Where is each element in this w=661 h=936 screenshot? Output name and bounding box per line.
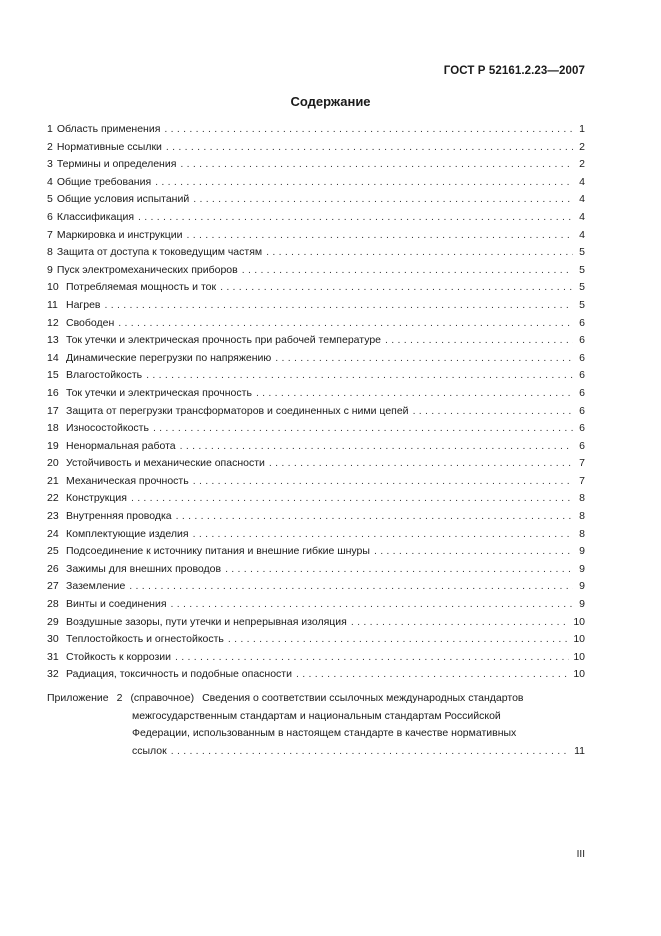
toc-entry-title: Классификация	[56, 210, 135, 223]
toc-entry-page: 5	[579, 263, 585, 276]
page-number: III	[576, 849, 585, 860]
dot-leader	[193, 526, 573, 544]
dot-leader	[228, 631, 569, 649]
toc-entry-number: 30	[47, 633, 59, 646]
toc-entry-title: Комплектующие изделия	[66, 527, 189, 540]
toc-entry-number: 25	[47, 545, 59, 558]
toc-entry-number: 7	[47, 228, 53, 241]
toc-entry-number: 21	[47, 474, 59, 487]
toc-entry-page: 2	[579, 140, 585, 153]
toc-entry-number: 26	[47, 562, 59, 575]
dot-leader	[385, 332, 573, 350]
appendix-kind: (справочное)	[130, 692, 195, 704]
toc-entry-number: 6	[47, 210, 53, 223]
dot-leader	[193, 191, 573, 209]
toc-entry-page: 10	[573, 615, 585, 628]
toc-entry[interactable]	[47, 561, 585, 579]
toc-entry-page: 2	[579, 158, 585, 171]
dot-leader	[193, 473, 573, 491]
toc-entry-title: Защита от перегрузки трансформаторов и соединенных с ними цепей	[66, 404, 409, 417]
toc-entry-title: Ток утечки и электрическая прочность	[66, 386, 252, 399]
dot-leader	[171, 596, 573, 614]
toc-entry-number: 16	[47, 386, 59, 399]
toc-entry-page: 6	[579, 439, 585, 452]
toc-entry-number: 13	[47, 334, 59, 347]
toc-entry-page: 1	[579, 123, 585, 135]
dot-leader	[187, 227, 573, 245]
toc-entry-number: 19	[47, 439, 59, 452]
toc-entry[interactable]	[47, 121, 585, 139]
appendix-first-line	[47, 690, 585, 708]
toc-entry[interactable]	[47, 385, 585, 403]
toc-entry-number: 22	[47, 492, 59, 505]
appendix-title-line-1: Сведения о соответствии ссылочных международных стандартов	[202, 692, 524, 704]
toc-entry[interactable]	[47, 596, 585, 614]
toc-entry-number: 24	[47, 527, 59, 540]
toc-entry[interactable]	[47, 315, 585, 333]
toc-entry-title: Термины и определения	[56, 158, 177, 171]
toc-entry[interactable]	[47, 543, 585, 561]
toc-entry-page: 9	[579, 562, 585, 575]
toc-entry-number: 10	[47, 281, 59, 294]
toc-entry-number: 15	[47, 369, 59, 382]
toc-entry[interactable]	[47, 279, 585, 297]
toc-entry-page: 9	[579, 545, 585, 558]
dot-leader	[129, 578, 573, 596]
toc-entry-title: Общие требования	[56, 175, 152, 188]
toc-entry-page: 7	[579, 457, 585, 470]
toc-entry-title: Потребляемая мощность и ток	[66, 281, 217, 294]
dot-leader	[180, 156, 573, 174]
toc-entry-title: Теплостойкость и огнестойкость	[66, 633, 224, 646]
toc-entry-page: 8	[579, 527, 585, 540]
toc-entry[interactable]	[47, 526, 585, 544]
standard-code: ГОСТ Р 52161.2.23—2007	[443, 65, 585, 77]
toc-entry-page: 10	[573, 650, 585, 663]
toc-entry-title: Свободен	[66, 316, 115, 329]
toc-entry-title: Нагрев	[66, 298, 101, 311]
toc-entry[interactable]	[47, 350, 585, 368]
toc-entry-page: 6	[579, 351, 585, 364]
toc-entry-number: 14	[47, 351, 59, 364]
toc-entry-title: Защита от доступа к токоведущим частям	[56, 246, 263, 259]
toc-entry-number: 27	[47, 580, 59, 593]
toc-entry-page: 4	[579, 193, 585, 206]
toc-entry-title: Область применения	[56, 123, 161, 135]
dot-leader	[146, 367, 573, 385]
toc-entry[interactable]	[47, 420, 585, 438]
dot-leader	[242, 262, 573, 280]
toc-entry-page: 6	[579, 369, 585, 382]
toc-entry-number: 4	[47, 175, 53, 188]
toc-entry[interactable]	[47, 578, 585, 596]
toc-entry[interactable]	[47, 227, 585, 245]
toc-entry-title: Заземление	[66, 580, 126, 593]
toc-entry-page: 6	[579, 404, 585, 417]
toc-entry[interactable]	[47, 455, 585, 473]
toc-entry[interactable]	[47, 666, 585, 684]
toc-entry-page: 4	[579, 228, 585, 241]
toc-entry-number: 20	[47, 457, 59, 470]
dot-leader	[413, 403, 573, 421]
toc-entry[interactable]	[47, 631, 585, 649]
toc-entry[interactable]	[47, 438, 585, 456]
toc-entry[interactable]	[47, 297, 585, 315]
toc-entry[interactable]	[47, 262, 585, 280]
toc-entry[interactable]	[47, 473, 585, 491]
toc-entry-number: 18	[47, 422, 59, 435]
toc-entry[interactable]	[47, 508, 585, 526]
dot-leader	[138, 209, 573, 227]
appendix-title-line-4: ссылок	[132, 744, 167, 757]
toc-entry[interactable]	[47, 174, 585, 192]
toc-entry-page: 6	[579, 422, 585, 435]
appendix-label: Приложение	[47, 692, 109, 704]
toc-entry-number: 1	[47, 123, 53, 135]
toc-entry-title: Маркировка и инструкции	[56, 228, 183, 241]
toc-entry-title: Ток утечки и электрическая прочность при рабочей температуре	[66, 334, 382, 347]
toc-entry-page: 7	[579, 474, 585, 487]
toc-entry-page: 5	[579, 246, 585, 259]
toc-entry-page: 8	[579, 510, 585, 523]
toc-entry-title: Радиация, токсичность и подобные опасности	[66, 668, 292, 681]
toc-entry[interactable]	[47, 367, 585, 385]
dot-leader	[180, 438, 573, 456]
toc-appendix-entry[interactable]	[47, 690, 585, 760]
toc-entry-number: 9	[47, 263, 53, 276]
toc-title: Содержание	[290, 94, 371, 109]
toc-entry-title: Подсоединение к источнику питания и внешние гибкие шнуры	[66, 545, 370, 558]
toc-entry-number: 17	[47, 404, 59, 417]
dot-leader	[166, 139, 573, 157]
toc-entry-title: Внутренняя проводка	[66, 510, 172, 523]
toc-entry-title: Пуск электромеханических приборов	[56, 263, 238, 276]
dot-leader	[105, 297, 573, 315]
dot-leader	[256, 385, 573, 403]
toc-entry-page: 6	[579, 316, 585, 329]
toc-entry-page: 4	[579, 210, 585, 223]
toc-entry-number: 23	[47, 510, 59, 523]
toc-entry-number: 28	[47, 598, 59, 611]
appendix-title-line-3: Федерации, использованным в настоящем стандарте в качестве нормативных	[132, 727, 517, 740]
toc-entry-number: 5	[47, 193, 53, 206]
toc-entry[interactable]	[47, 649, 585, 667]
dot-leader	[155, 174, 573, 192]
appendix-number: 2	[116, 692, 123, 704]
toc-entry[interactable]	[47, 490, 585, 508]
toc-entry-title: Нормативные ссылки	[56, 140, 162, 153]
toc-entry-page: 4	[579, 175, 585, 188]
toc-entry-page: 5	[579, 298, 585, 311]
dot-leader	[275, 350, 573, 368]
dot-leader	[171, 743, 570, 761]
toc-entry-title: Влагостойкость	[66, 369, 143, 382]
dot-leader	[176, 508, 573, 526]
toc-entry[interactable]	[47, 156, 585, 174]
toc-entry-title: Конструкция	[66, 492, 127, 505]
toc-entry-title: Винты и соединения	[66, 598, 167, 611]
toc-entry-page: 9	[579, 580, 585, 593]
toc-list	[47, 121, 585, 684]
toc-entry[interactable]	[47, 191, 585, 209]
dot-leader	[296, 666, 569, 684]
toc-entry-page: 5	[579, 281, 585, 294]
toc-entry-number: 12	[47, 316, 59, 329]
dot-leader	[220, 279, 573, 297]
toc-entry-title: Стойкость к коррозии	[66, 650, 171, 663]
toc-entry[interactable]	[47, 139, 585, 157]
dot-leader	[269, 455, 573, 473]
toc-entry-title: Общие условия испытаний	[56, 193, 190, 206]
toc-entry-page: 10	[573, 633, 585, 646]
toc-entry[interactable]	[47, 403, 585, 421]
toc-entry[interactable]	[47, 332, 585, 350]
appendix-title-line-2: межгосударственным стандартам и национальным стандартам Российской	[132, 709, 501, 722]
dot-leader	[131, 490, 573, 508]
toc-entry[interactable]	[47, 209, 585, 227]
dot-leader	[351, 614, 569, 632]
toc-entry-title: Устойчивость и механические опасности	[66, 457, 265, 470]
toc-entry-page: 10	[573, 668, 585, 681]
toc-entry-number: 8	[47, 246, 53, 259]
dot-leader	[374, 543, 573, 561]
toc-entry-page: 6	[579, 386, 585, 399]
appendix-last-line	[47, 743, 585, 761]
dot-leader	[266, 244, 573, 262]
toc-entry-number: 3	[47, 158, 53, 171]
toc-entry-title: Воздушные зазоры, пути утечки и непрерывная изоляция	[66, 615, 347, 628]
dot-leader	[153, 420, 573, 438]
toc-entry-number: 11	[47, 298, 58, 311]
toc-entry-number: 29	[47, 615, 59, 628]
dot-leader	[164, 121, 573, 139]
appendix-page: 11	[574, 744, 585, 757]
toc-entry-title: Зажимы для внешних проводов	[66, 562, 222, 575]
toc-entry-title: Ненормальная работа	[66, 439, 176, 452]
dot-leader	[175, 649, 569, 667]
toc-entry-number: 2	[47, 140, 53, 153]
dot-leader	[225, 561, 573, 579]
toc-entry-title: Механическая прочность	[66, 474, 189, 487]
toc-entry-title: Динамические перегрузки по напряжению	[66, 351, 272, 364]
toc-entry-number: 32	[47, 668, 59, 681]
toc-entry-page: 9	[579, 598, 585, 611]
toc-entry[interactable]	[47, 244, 585, 262]
toc-entry[interactable]	[47, 614, 585, 632]
toc-entry-page: 8	[579, 492, 585, 505]
toc-entry-page: 6	[579, 334, 585, 347]
dot-leader	[118, 315, 573, 333]
toc-entry-title: Износостойкость	[66, 422, 149, 435]
toc-entry-number: 31	[47, 650, 59, 663]
